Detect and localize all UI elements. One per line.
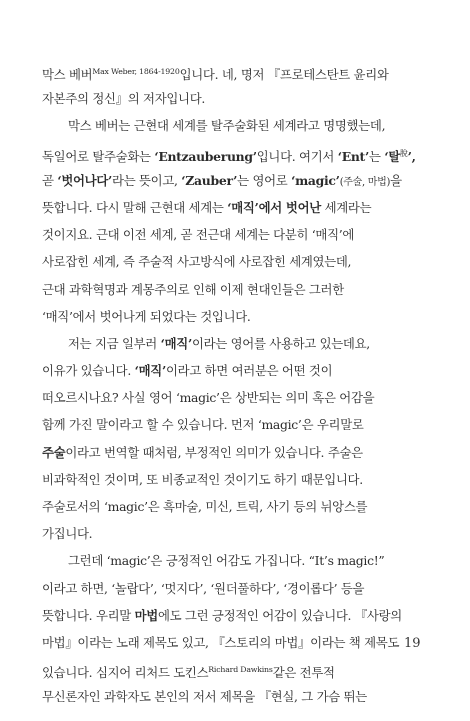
- text-segment: 무신론자인 과학자도 본인의 저서 제목을 『현실, 그 가슴 뛰는: [42, 689, 367, 705]
- text-line: [42, 58, 442, 85]
- text-segment: 주술: [42, 444, 66, 460]
- text-segment: 이유가 있습니다.: [42, 363, 135, 379]
- text-segment: 이라고 번역할 때처럼, 부정적인 의미가 있습니다. 주술은: [65, 444, 363, 460]
- text-segment: 뜻합니다. 다시 말해 근현대 세계는: [42, 199, 228, 215]
- text-line: [42, 384, 442, 411]
- text-line: [42, 629, 442, 656]
- text-segment: 이라고 하면 여러분은 어떤 것이: [165, 363, 333, 379]
- text-line: [42, 602, 442, 629]
- text-line: [42, 439, 442, 466]
- text-segment: 떠오르시나요? 사실 영어 ‘magic’은 상반되는 의미 혹은 어감을: [42, 390, 375, 406]
- text-segment: 사로잡힌 세계, 즉 주술적 사고방식에 사로잡힌 세계였는데,: [42, 254, 352, 270]
- body-text: [42, 58, 442, 711]
- text-segment: 함께 가진 말이라고 할 수 있습니다. 먼저 ‘magic’은 우리말로: [42, 417, 364, 433]
- text-segment: 주술로서의 ‘magic’은 흑마술, 미신, 트릭, 사기 등의 뉘앙스를: [42, 499, 368, 514]
- text-line: [42, 547, 442, 574]
- text-segment: 이라는 영어를 사용하고 있는데요,: [191, 335, 370, 351]
- text-line: [42, 276, 442, 303]
- text-line: [42, 656, 442, 683]
- text-segment: ‘탈: [384, 148, 400, 164]
- text-segment: 뜻합니다. 우리말: [42, 607, 135, 623]
- text-segment: 있습니다. 심지어 리처드 도킨스: [42, 665, 209, 681]
- text-segment: 는 영어로: [237, 172, 292, 188]
- text-segment: 곧: [42, 172, 58, 188]
- text-segment: ‘매직’: [134, 363, 166, 379]
- text-segment: 저는 지금 일부러: [68, 335, 161, 351]
- text-line: [42, 330, 442, 357]
- text-line: [42, 357, 442, 384]
- text-segment: ‘벗어나다’: [57, 172, 113, 188]
- text-segment: ’,: [407, 148, 416, 164]
- text-line: [42, 493, 442, 520]
- text-segment: Richard Dawkins: [208, 665, 273, 675]
- text-segment: 같은 전투적: [272, 665, 335, 681]
- text-line: [42, 303, 442, 330]
- text-segment: Max Weber, 1864-1920: [92, 67, 180, 76]
- text-segment: (주술, 마법): [339, 176, 391, 188]
- text-segment: 자본주의 정신』의 저자입니다.: [42, 91, 206, 107]
- text-line: [42, 520, 442, 547]
- text-segment: 에도 그런 긍정적인 어감이 있습니다. 『사랑의: [157, 607, 402, 623]
- text-segment: 이라고 하면, ‘놀랍다’, ‘멋지다’, ‘원더풀하다’, ‘경이롭다’ 등을: [42, 580, 365, 596]
- text-segment: 그런데 ‘magic’은 긍정적인 어감도 가집니다. “It’s magic!”: [68, 553, 385, 569]
- text-segment: 독일어로 탈주술화는: [42, 148, 155, 164]
- text-segment: ‘magic’: [291, 172, 340, 188]
- text-segment: 가집니다.: [42, 526, 93, 542]
- text-segment: 을: [390, 172, 402, 188]
- text-line: [42, 194, 442, 221]
- text-segment: 비과학적인 것이며, 또 비종교적인 것이기도 하기 때문입니다.: [42, 471, 363, 487]
- text-line: [42, 411, 442, 438]
- text-line: [42, 221, 442, 248]
- text-segment: ‘Ent’: [337, 148, 369, 164]
- text-line: [42, 112, 442, 139]
- text-line: [42, 85, 442, 112]
- text-segment: ‘매직’에서 벗어난: [227, 199, 321, 215]
- text-segment: 라는 뜻이고,: [112, 172, 182, 188]
- text-segment: 막스 베버: [42, 67, 93, 82]
- text-segment: 는: [369, 148, 385, 164]
- text-segment: 마법: [134, 607, 158, 623]
- page-number: 19: [404, 636, 421, 651]
- text-line: [42, 466, 442, 493]
- text-segment: ‘매직’: [160, 335, 192, 351]
- text-segment: 脫: [400, 148, 408, 158]
- text-segment: 근대 과학혁명과 계몽주의로 인해 이제 현대인들은 그러한: [42, 281, 344, 297]
- text-segment: 막스 베버는 근현대 세계를 탈주술화된 세계라고 명명했는데,: [68, 118, 386, 134]
- text-segment: ‘매직’에서 벗어나게 되었다는 것입니다.: [42, 308, 251, 324]
- text-segment: 마법』이라는 노래 제목도 있고, 『스토리의 마법』이라는 책 제목도: [42, 634, 400, 650]
- text-line: [42, 575, 442, 602]
- text-line: [42, 683, 442, 710]
- text-segment: 것이지요. 근대 이전 세계, 곧 전근대 세계는 다분히 ‘매직’에: [42, 227, 355, 243]
- text-line: [42, 167, 442, 194]
- text-line: [42, 140, 442, 167]
- text-segment: ‘Zauber’: [181, 172, 238, 188]
- text-segment: 입니다. 여기서: [256, 148, 338, 164]
- text-segment: 세계라는: [320, 199, 372, 215]
- text-segment: ‘Entzauberung’: [154, 148, 257, 164]
- text-segment: 입니다. 네, 명저 『프로테스탄트 윤리와: [179, 67, 389, 82]
- text-line: [42, 248, 442, 275]
